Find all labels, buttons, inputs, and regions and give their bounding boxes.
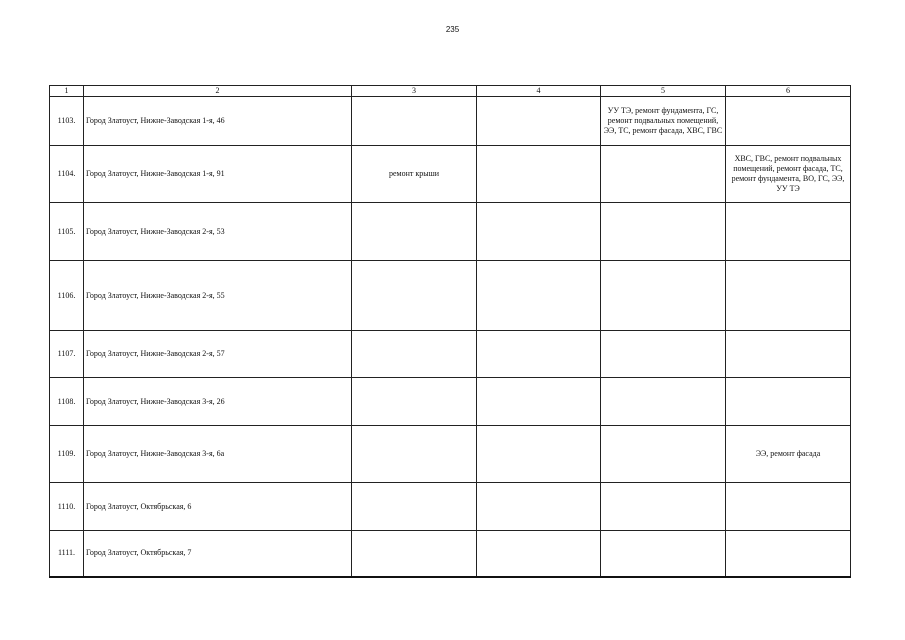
- row-cell-5: [601, 203, 726, 261]
- row-cell-4: [477, 203, 601, 261]
- row-cell-4: [477, 146, 601, 203]
- row-cell-5: [601, 146, 726, 203]
- column-header: 4: [477, 86, 601, 97]
- row-cell-6: [726, 97, 851, 146]
- row-address: Город Златоуст, Нижне-Заводская 1-я, 91: [84, 146, 352, 203]
- row-cell-3: [352, 426, 477, 483]
- row-cell-4: [477, 97, 601, 146]
- row-address: Город Златоуст, Нижне-Заводская 3-я, 26: [84, 378, 352, 426]
- row-cell-3: [352, 531, 477, 577]
- row-cell-4: [477, 378, 601, 426]
- row-cell-6: ХВС, ГВС, ремонт подвальных помещений, ремонт фасада, ТС, ремонт фундамента, ВО, ГС, ЭЭ, УУ ТЭ: [726, 146, 851, 203]
- table-row: [50, 97, 851, 146]
- table-row: [50, 146, 851, 203]
- row-cell-5: [601, 531, 726, 577]
- works-table: [49, 85, 851, 578]
- row-address: Город Златоуст, Нижне-Заводская 2-я, 53: [84, 203, 352, 261]
- column-header: 3: [352, 86, 477, 97]
- row-number: 1108.: [50, 378, 84, 426]
- column-header: 2: [84, 86, 352, 97]
- row-cell-5: [601, 261, 726, 331]
- row-number: 1110.: [50, 483, 84, 531]
- row-cell-6: [726, 531, 851, 577]
- row-cell-6: ЭЭ, ремонт фасада: [726, 426, 851, 483]
- table-row: [50, 378, 851, 426]
- table-header-row: [50, 86, 851, 97]
- row-cell-6: [726, 331, 851, 378]
- row-address: Город Златоуст, Нижне-Заводская 1-я, 46: [84, 97, 352, 146]
- row-cell-5: [601, 378, 726, 426]
- column-header: 1: [50, 86, 84, 97]
- row-address: Город Златоуст, Нижне-Заводская 3-я, 6а: [84, 426, 352, 483]
- row-cell-5: УУ ТЭ, ремонт фундамента, ГС, ремонт подвальных помещений, ЭЭ, ТС, ремонт фасада, ХВС, ГВС: [601, 97, 726, 146]
- row-address: Город Златоуст, Октябрьская, 7: [84, 531, 352, 577]
- row-cell-3: [352, 97, 477, 146]
- row-number: 1104.: [50, 146, 84, 203]
- row-cell-3: [352, 203, 477, 261]
- row-cell-6: [726, 261, 851, 331]
- row-number: 1105.: [50, 203, 84, 261]
- row-cell-4: [477, 261, 601, 331]
- row-cell-4: [477, 531, 601, 577]
- row-address: Город Златоуст, Нижне-Заводская 2-я, 57: [84, 331, 352, 378]
- row-cell-6: [726, 203, 851, 261]
- table-row: [50, 483, 851, 531]
- row-cell-3: ремонт крыши: [352, 146, 477, 203]
- row-cell-6: [726, 378, 851, 426]
- row-cell-3: [352, 331, 477, 378]
- row-number: 1107.: [50, 331, 84, 378]
- row-cell-3: [352, 483, 477, 531]
- row-cell-4: [477, 426, 601, 483]
- row-cell-4: [477, 483, 601, 531]
- row-number: 1106.: [50, 261, 84, 331]
- row-number: 1111.: [50, 531, 84, 577]
- row-cell-6: [726, 483, 851, 531]
- row-cell-4: [477, 331, 601, 378]
- page-number: 235: [445, 25, 460, 34]
- table-row: [50, 261, 851, 331]
- row-address: Город Златоуст, Нижне-Заводская 2-я, 55: [84, 261, 352, 331]
- table-row: [50, 331, 851, 378]
- row-cell-3: [352, 378, 477, 426]
- row-number: 1109.: [50, 426, 84, 483]
- row-cell-5: [601, 331, 726, 378]
- row-cell-3: [352, 261, 477, 331]
- column-header: 6: [726, 86, 851, 97]
- row-cell-5: [601, 483, 726, 531]
- table-row: [50, 203, 851, 261]
- column-header: 5: [601, 86, 726, 97]
- table-row: [50, 426, 851, 483]
- row-address: Город Златоуст, Октябрьская, 6: [84, 483, 352, 531]
- table-row: [50, 531, 851, 577]
- row-number: 1103.: [50, 97, 84, 146]
- row-cell-5: [601, 426, 726, 483]
